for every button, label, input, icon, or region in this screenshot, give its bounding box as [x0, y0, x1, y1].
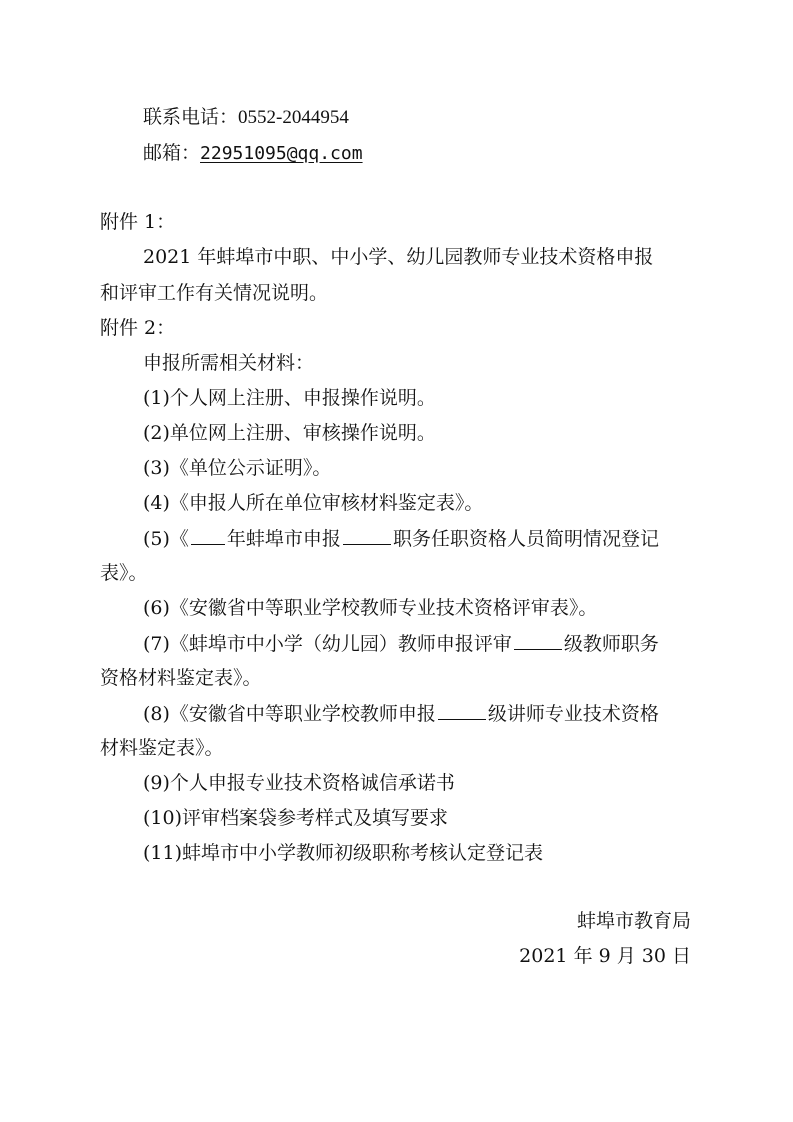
attachment-1-text-line2: 和评审工作有关情况说明。 — [100, 282, 329, 304]
email-link[interactable]: 22951095@qq.com — [200, 143, 363, 164]
list-item-continuation: 材料鉴定表》。 — [100, 737, 224, 759]
list-item — [143, 631, 659, 656]
list-item: (4)《申报人所在单位审核材料鉴定表》。 — [143, 492, 484, 514]
list-item: (3)《单位公示证明》。 — [143, 457, 332, 479]
list-item-part: (7)《蚌埠市中小学（幼儿园）教师申报评审 — [143, 633, 512, 655]
list-item: (11)蚌埠市中小学教师初级职称考核认定登记表 — [143, 842, 544, 864]
list-item: (9)个人申报专业技术资格诚信承诺书 — [143, 772, 455, 794]
list-item-part: (8)《安徽省中等职业学校教师申报 — [143, 703, 436, 725]
list-item: (10)评审档案袋参考样式及填写要求 — [143, 807, 449, 829]
list-item: (6)《安徽省中等职业学校教师专业技术资格评审表》。 — [143, 597, 598, 619]
fill-in-blank — [343, 526, 391, 545]
list-item — [143, 526, 659, 551]
attachment-1-label: 附件 1： — [100, 211, 176, 233]
attachment-1-text-line1: 2021 年蚌埠市中职、中小学、幼儿园教师专业技术资格申报 — [143, 246, 654, 268]
attachment-2-intro: 申报所需相关材料： — [143, 352, 315, 374]
list-item-part: (5)《 — [143, 528, 189, 550]
list-item-part: 级讲师专业技术资格 — [487, 703, 659, 725]
list-item-part: 年蚌埠市申报 — [226, 528, 341, 550]
contact-email — [143, 141, 363, 166]
phone-number: 0552-2044954 — [238, 107, 349, 128]
list-item-continuation: 资格材料鉴定表》。 — [100, 667, 262, 689]
contact-phone — [143, 105, 349, 130]
phone-label: 联系电话： — [143, 106, 239, 128]
list-item-part: 级教师职务 — [563, 633, 659, 655]
attachment-2-label: 附件 2： — [100, 317, 176, 339]
list-item-part: 职务任职资格人员简明情况登记 — [392, 528, 659, 550]
list-item — [143, 701, 659, 726]
email-label: 邮箱： — [143, 142, 201, 164]
fill-in-blank — [191, 526, 225, 545]
list-item: (2)单位网上注册、审核操作说明。 — [143, 422, 436, 444]
list-item: (1)个人网上注册、申报操作说明。 — [143, 387, 436, 409]
fill-in-blank — [438, 701, 486, 720]
issue-date: 2021 年 9 月 30 日 — [519, 945, 691, 967]
list-item-continuation: 表》。 — [100, 562, 148, 584]
fill-in-blank — [514, 631, 562, 650]
issuing-organization: 蚌埠市教育局 — [576, 910, 691, 932]
